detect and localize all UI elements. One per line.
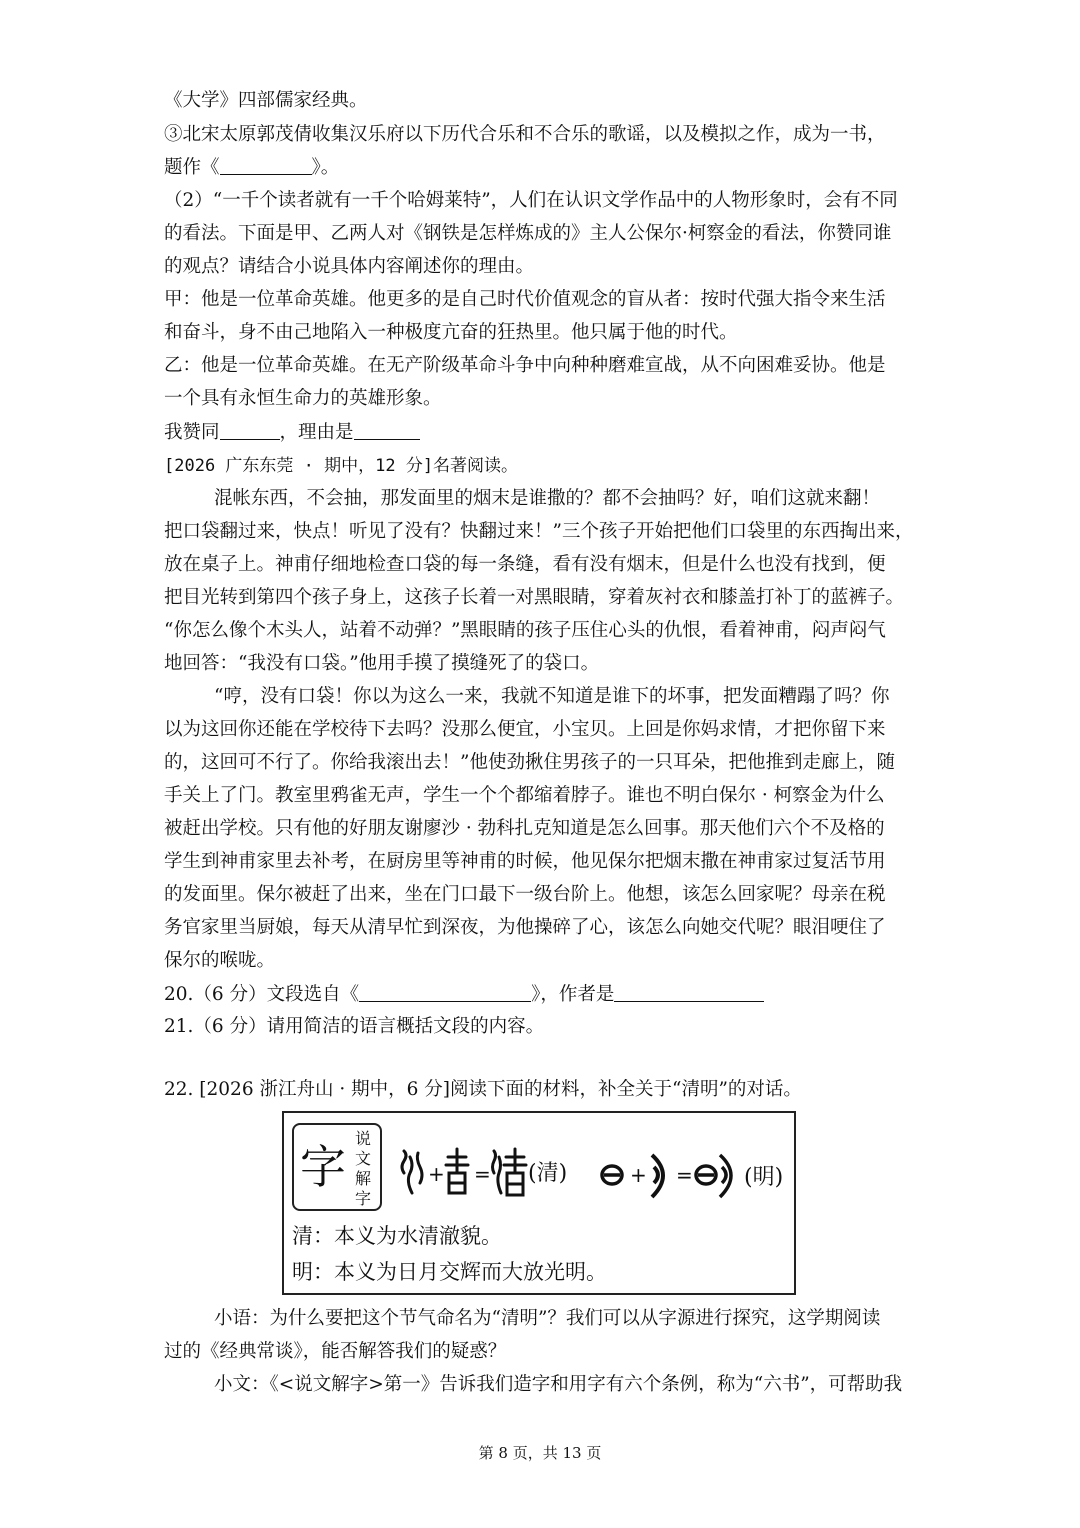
text-segment: ，理由是 [279,422,354,443]
vertical-char: 解 [354,1169,371,1188]
passage-line: 放在桌子上。神甫仔细地检查口袋的每一条缝，看有没有烟末，但是什么也没有找到，便 [164,554,886,575]
answer-blank[interactable] [359,983,531,1002]
qing-definition: 清：本义为水清澈貌。 [292,1224,502,1248]
text-line [164,156,339,180]
passage-line: 务官家里当厨娘，每天从清早忙到深夜，为他操碎了心，该怎么向她交代呢？眼泪哽住了 [164,917,886,938]
passage-line: 混帐东西，不会抽，那发面里的烟末是谁撒的？都不会抽吗？好，咱们这就来翻！ [214,488,881,509]
text-line: ③北宋太原郭茂倩收集汉乐府以下历代合乐和不合乐的歌谣，以及模拟之作，成为一书， [164,124,886,145]
dialog-line: 小语：为什么要把这个节气命名为“清明”？我们可以从字源进行探究，这学期阅读 [214,1308,881,1329]
text-segment: 题作《 [164,157,220,178]
passage-line: 以为这回你还能在学校待下去吗？没那么便宜，小宝贝。上回是你妈求情，才把你留下来 [164,719,886,740]
question-source: [2026 广东东莞 · 期中，12 分]名著阅读。 [164,456,519,476]
vertical-title [352,1129,374,1209]
question-text: 》，作者是 [531,984,615,1005]
text-line: 乙：他是一位革命英雄。在无产阶级革命斗争中向种种磨难宣战，从不向困难妥协。他是 [164,355,886,376]
passage-line: 手关上了门。教室里鸦雀无声，学生一个个都缩着脖子。谁也不明白保尔 · 柯察金为什么 [164,785,885,806]
passage-line: 学生到神甫家里去补考，在厨房里等神甫的时候，他见保尔把烟末撒在神甫家过复活节用 [164,851,886,872]
qing-label: (清) [528,1161,568,1186]
question-20 [164,983,764,1007]
svg-text:+: + [630,1163,647,1187]
text-line: 甲：他是一位革命英雄。他更多的是自己时代价值观念的盲从者：按时代强大指令来生活 [164,289,886,310]
text-line: （2）“一千个读者就有一千个哈姆莱特”，人们在认识文学作品中的人物形象时，会有不同 [164,190,898,211]
page-footer: 第 8 页，共 13 页 [478,1444,602,1462]
ming-definition: 明：本义为日月交辉而大放光明。 [292,1260,607,1284]
text-line: 一个具有永恒生命力的英雄形象。 [164,388,442,409]
svg-text:+: + [428,1162,445,1186]
answer-blank[interactable] [220,421,280,440]
passage-line: 的，这回可不行了。你给我滚出去！”他使劲揪住男孩子的一只耳朵，把他推到走廊上，随 [164,752,895,773]
zi-character: 字 [300,1140,346,1194]
passage-line: 地回答：“我没有口袋。”他用手摸了摸缝死了的袋口。 [164,653,600,674]
answer-blank[interactable] [354,421,420,440]
passage-line: “你怎么像个木头人，站着不动弹？”黑眼睛的孩子压住心头的仇恨，看着神甫，闷声闷气 [164,620,886,641]
passage-line: 被赶出学校。只有他的好朋友谢廖沙 · 勃科扎克知道是怎么回事。那天他们六个不及格的 [164,818,885,839]
svg-text:=: = [474,1162,491,1186]
svg-text:=: = [676,1163,693,1187]
passage-line: “哼，没有口袋！你以为这么一来，我就不知道是谁下的坏事，把发面糟蹋了吗？你 [214,686,890,707]
text-segment: 》。 [311,157,340,178]
passage-line: 把口袋翻过来，快点！听见了没有？快翻过来！”三个孩子开始把他们口袋里的东西掏出来， [164,521,914,542]
text-line: 《大学》四部儒家经典。 [164,90,368,111]
answer-blank[interactable] [614,983,764,1002]
answer-blank[interactable] [220,156,312,175]
text-line [164,421,420,445]
vertical-char: 说 [354,1129,371,1148]
dialog-line: 小文：《<说文解字>第一》告诉我们造字和用字有六个条例，称为“六书”，可帮助我 [214,1374,903,1395]
passage-line: 保尔的喉咙。 [164,950,276,971]
dialog-line: 过的《经典常谈》，能否解答我们的疑惑？ [164,1341,507,1362]
shuowen-logo [292,1123,382,1211]
vertical-char: 字 [354,1189,371,1208]
seal-ming-equation-icon [596,1147,746,1203]
question-21: 21.（6 分）请用简洁的语言概括文段的内容。 [164,1016,545,1037]
question-text: 20.（6 分）文段选自《 [164,984,360,1005]
text-segment: 我赞同 [164,422,220,443]
vertical-char: 文 [354,1149,371,1168]
text-line: 的看法。下面是甲、乙两人对《钢铁是怎样炼成的》主人公保尔·柯察金的看法，你赞同谁 [164,223,892,244]
question-22: 22. [2026 浙江舟山 · 期中，6 分]阅读下面的材料，补全关于“清明”的对话。 [164,1079,802,1100]
text-line: 的观点？请结合小说具体内容阐述你的理由。 [164,256,535,277]
passage-line: 的发面里。保尔被赶了出来，坐在门口最下一级台阶上。他想，该怎么回家呢？母亲在税 [164,884,886,905]
ming-label: (明) [744,1165,784,1190]
passage-line: 把目光转到第四个孩子身上，这孩子长着一对黑眼睛，穿着灰衬衣和膝盖打补丁的蓝裤子。 [164,587,905,608]
text-line: 和奋斗，身不由己地陷入一种极度亢奋的狂热里。他只属于他的时代。 [164,322,738,343]
shuowen-figure [282,1111,796,1295]
